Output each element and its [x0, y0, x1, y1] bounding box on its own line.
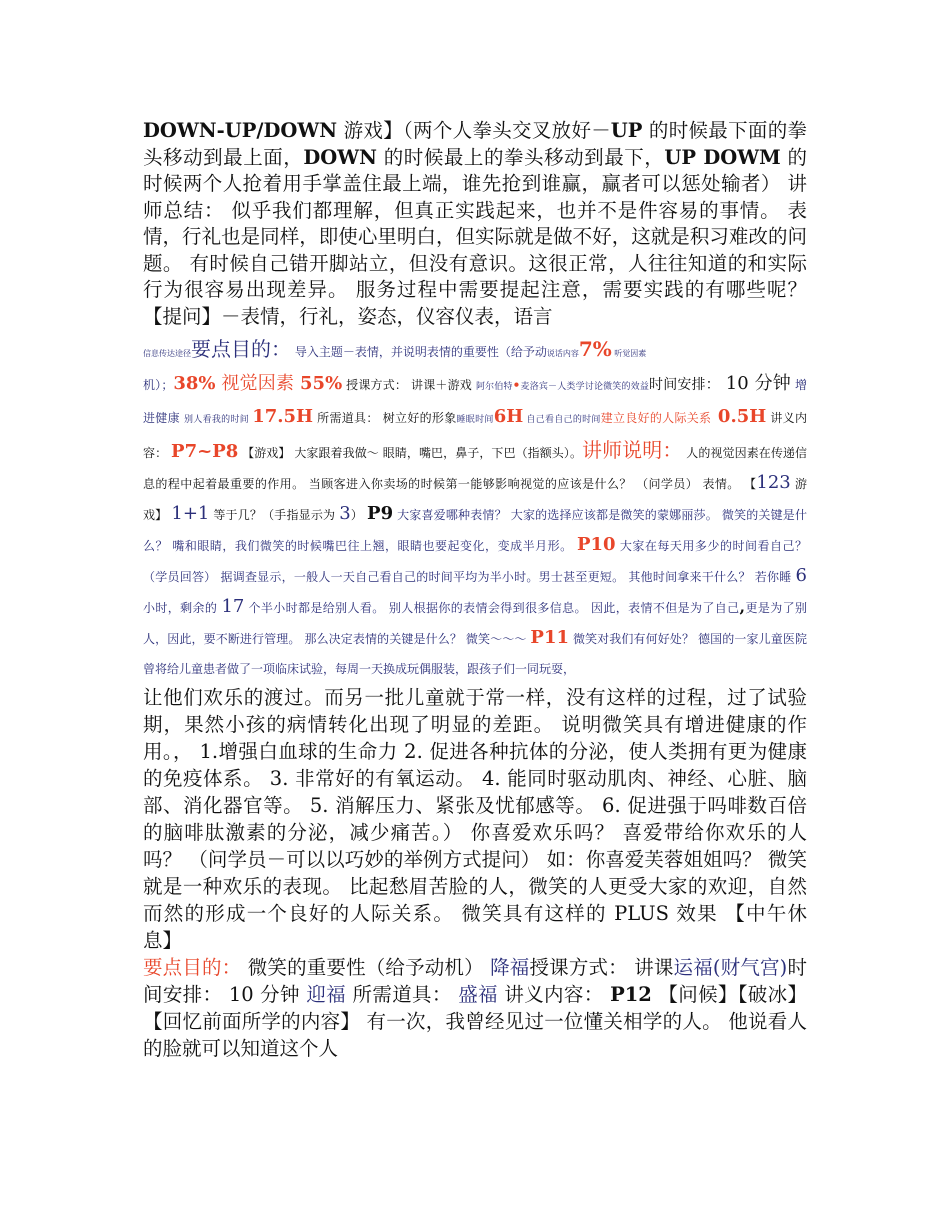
label-small: 阿尔伯特	[475, 382, 513, 392]
stat-55-percent: 55%	[300, 373, 343, 394]
text: ,	[739, 597, 746, 616]
text-bold: UP DOWM	[664, 145, 781, 169]
text: 所需道具：	[313, 411, 383, 425]
label-small: 睡眠时间	[456, 415, 494, 425]
text: 所需道具：	[346, 983, 459, 1006]
text: 游戏】	[143, 477, 807, 522]
label-blessing: 盛福	[458, 983, 498, 1006]
text: 微笑对我们有何好处？ 德国的一家儿童医院曾将给儿童患者做了一项临床试验，每周一天换成玩偶服装，跟孩子们一同玩耍，	[143, 632, 807, 676]
slide-ref-p9: P9	[367, 503, 394, 524]
stat-6h: 6H	[493, 406, 524, 427]
slide-ref-p12: P12	[610, 983, 652, 1006]
text: 【游戏】 大家跟着我做～ 眼睛，嘴巴，鼻子，下巴（指额头）。	[238, 446, 583, 460]
text: 导入主题－表情，并说明表情的重要性（给予动	[291, 345, 547, 359]
text: 时间安排：	[649, 377, 720, 393]
text: 大家喜爱哪种表情？ 大家的选择应该都是微笑的蒙娜丽莎。 微笑的关键是什么？ 嘴和眼睛，我们微笑的时候嘴巴往上翘，眼睛也要起变化，变成半月形。	[143, 508, 807, 553]
text: ）	[350, 508, 368, 522]
text: 时间安排： 10 分钟	[143, 956, 807, 1006]
document-page	[143, 118, 807, 1062]
paragraph-smile-benefits	[143, 684, 807, 1062]
label-relationship: 建立良好的人际关系	[600, 411, 712, 425]
label-small: 信息传达途径	[143, 349, 191, 358]
text-bold: DOWN-UP/DOWN	[143, 119, 338, 142]
text: 游戏】（两个人拳头交叉放好－	[337, 119, 611, 142]
text: 小时，剩余的	[143, 601, 222, 615]
text: 的时候两个人抢着用手掌盖住最上端，谁先抢到谁赢，赢者可以惩处输者） 讲师总结： 似乎我们都理解，但真正实践起来，也并不是件容易的事情。 表情，行礼也是同样，即使心里明白，但实际就是做不好，这就是积习难改的问题。 有时候自己错开脚站立，但没有意识。这很正常，人往往知道的和实际行为很容易出现差异。 服务过程中需要提起注意，需要实践的有哪些呢？ 【提问】－表情，行礼，姿态，仪容仪表，语言	[143, 145, 807, 328]
text: 树立好的形象	[382, 411, 457, 425]
text: 的时候最上的拳头移动到最下，	[376, 145, 665, 169]
text: 微笑的重要性（给予动机）	[241, 956, 491, 979]
text: 讲义内容：	[497, 983, 611, 1006]
label-blessing: 迎福	[306, 983, 347, 1006]
text: 等于几？（手指显示为	[209, 508, 340, 522]
text: 授课方式： 讲课＋游戏	[342, 378, 476, 392]
text-bold: DOWN	[303, 145, 377, 169]
label-visual-factor: 视觉因素	[215, 373, 301, 394]
text: 17	[221, 596, 245, 617]
text: 个半小时都是给别人看。 别人根据你的表情会得到很多信息。 因此，表情不但是为了自己	[244, 601, 740, 615]
stat-0-5h: 0.5H	[711, 406, 767, 427]
text: 大家在每天用多少的时间看自己？ （学员回答） 据调查显示，一般人一天自己看自己的时间平均为半小时。男士甚至更短。 其他时间拿来干什么？ 若你睡	[143, 539, 807, 584]
text: 10 分钟	[719, 373, 791, 394]
text: 更是为了别人，因此，要不断进行管理。 那么决定表情的关键是什么？ 微笑～～～	[143, 601, 807, 646]
stat-17-5h: 17.5H	[252, 406, 314, 427]
text: 机）；	[143, 378, 174, 392]
text: 讲义内容：	[143, 411, 807, 460]
text: 1+1	[171, 503, 210, 524]
label-small: 听觉因素	[611, 349, 647, 358]
text: 6	[795, 565, 807, 586]
text-bold: UP	[610, 119, 643, 142]
label-small: 自己看自己的时间	[523, 415, 601, 425]
paragraph-game-summary	[143, 118, 807, 330]
text: 【问候】【破冰】【回忆前面所学的内容】 有一次，我曾经见过一位懂关相学的人。 他说看人的脸就可以知道这个人	[143, 983, 807, 1060]
heading-lecturer-note: 讲师说明：	[582, 438, 683, 462]
text: 人的视觉因素在传递信息的程中起着最重要的作用。 当顾客进入你卖场的时候第一能够影响视觉的应该是什么？ （问学员） 表情。 【	[143, 446, 807, 491]
label-blessing: 降福	[490, 956, 530, 979]
label-small: 麦洛宾－人类学讨论微笑的效益	[520, 382, 650, 392]
text: 123	[756, 472, 791, 493]
label-blessing: 运福(财气宫)	[673, 956, 788, 979]
text: 授课方式： 讲课	[529, 956, 674, 979]
stat-7-percent: 7%	[578, 337, 612, 361]
label-small: 说话内容	[546, 349, 579, 358]
heading-key-points: 要点目的：	[191, 337, 291, 361]
bullet-dot: •	[512, 378, 521, 392]
slide-ref-p11: P11	[530, 627, 570, 648]
slide-ref-p10: P10	[576, 534, 616, 555]
paragraph-expression-section	[143, 334, 807, 684]
slide-ref-p7-p8: P7~P8	[171, 441, 239, 462]
text: 让他们欢乐的渡过。而另一批儿童就于常一样，没有这样的过程，过了试验期，果然小孩的病情转化出现了明显的差距。 说明微笑具有增进健康的作用。， 1.增强白血球的生命力 2. 促进各种抗体的分泌，使人类拥有更为健康的免疫体系。 3. 非常好的有氧运动。 4. 能同时驱动肌肉、神经、心脏、脑部、消化器官等。 5. 消解压力、紧张及忧郁感等。 6. 促进强于吗啡数百倍的脑啡肽激素的分泌，减少痛苦。） 你喜爱欢乐吗？ 喜爱带给你欢乐的人吗？ （问学员－可以以巧妙的举例方式提问） 如：你喜爱芙蓉姐姐吗？ 微笑就是一种欢乐的表现。 比起愁眉苦脸的人，微笑的人更受大家的欢迎，自然而然的形成一个良好的人际关系。 微笑具有这样的 PLUS 效果 【中午休息】	[143, 686, 807, 952]
text: 增进健康	[143, 378, 807, 425]
heading-key-points: 要点目的：	[143, 956, 242, 979]
stat-38-percent: 38%	[173, 373, 216, 394]
label-small: 别人看我的时间	[184, 415, 253, 425]
text: 的时候最下面的拳头移动到最上面，	[143, 119, 808, 169]
text: 3	[339, 503, 351, 524]
